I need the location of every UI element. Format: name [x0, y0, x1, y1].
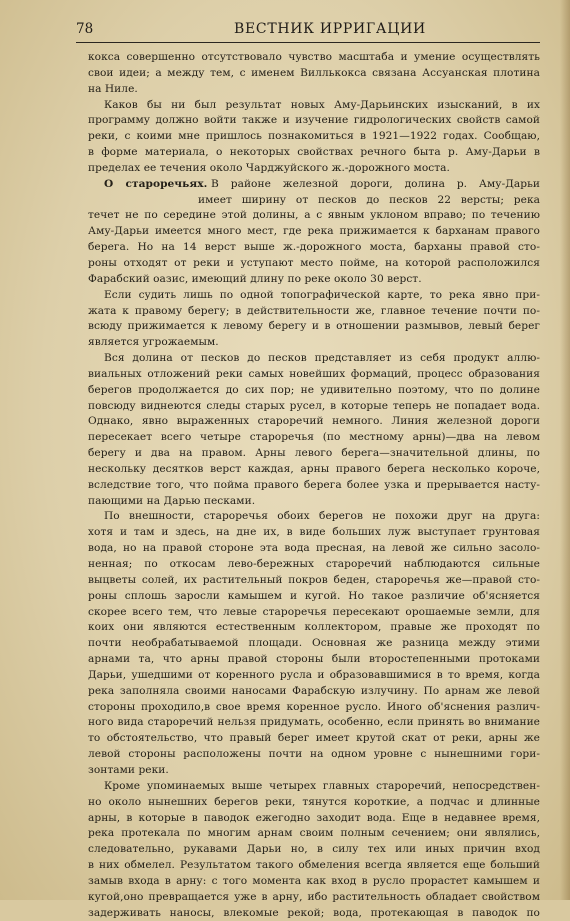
text-line: Если судить лишь по одной топографической карте, то река явно при- — [104, 288, 540, 301]
text-line: следовательно, рукавами Дарьи но, в силу тех или иных причин вход — [88, 843, 540, 856]
text-line: Вся долина от песков до песков представляет из себя продукт аллю- — [104, 352, 540, 365]
text-line: свои идеи; а между тем, с именем Виллькокса связана Ассуанская плотина — [88, 66, 540, 79]
text-line: виальных отложений реки самых новейших формаций, процесс образования — [88, 367, 540, 380]
page-number: 78 — [76, 21, 94, 37]
text-line: является угрожаемым. — [88, 336, 219, 349]
running-title: ВЕСТНИК ИРРИГАЦИИ — [234, 21, 426, 37]
text-line: пающими на Дарью песками. — [88, 494, 256, 507]
text-line: хотя и там и здесь, на дне их, в виде больших луж выступает грунтовая — [88, 526, 540, 539]
text-line: пределах ее течения около Чарджуйского ж.-дорожного моста. — [88, 161, 450, 174]
text-line: коих они являются естественным коллектором, правые же проходят по — [88, 621, 540, 634]
text-line: но около нынешних берегов реки, тянутся короткие, а подчас и длинные — [88, 795, 540, 808]
text-line: жата к правому берегу; в действительности же, главное течение почти по- — [88, 304, 540, 317]
text-line: левой стороны расположены почти на одном уровне с нынешними гори- — [88, 748, 540, 761]
text-line: то обстоятельство, что правый берег имеет крутой скат от реки, арны же — [88, 732, 540, 745]
text-line: берегов продолжается до сих пор; не удивительно поэтому, что по долине — [88, 383, 540, 396]
text-line: в форме материала, о некоторых свойствах речного быта р. Аму-Дарьи в — [88, 146, 540, 159]
page-header — [76, 20, 540, 43]
text-line: берегу и два на правом. Арны левого берега—значительной длины, по — [88, 447, 540, 460]
text-line: вследствие того, что пойма правого берега более узка и прерывается насту- — [88, 478, 540, 491]
text-line: замыв входа в арну: с того момента как вход в русло прорастет камышем и — [88, 874, 540, 887]
text-line: По внешности, староречья обоих берегов не похожи друг на друга: — [104, 510, 540, 523]
text-line: стороны проходило,в свое время коренное русло. Иного об'яснения различ- — [88, 700, 540, 713]
text-line: в них обмелел. Результатом такого обмеления всегда является еще больший — [88, 859, 540, 872]
text-line: реки, с коими мне пришлось познакомиться в 1921—1922 годах. Сообщаю, — [88, 130, 540, 143]
text-line: Дарьи, ушедшими от коренного русла и образовавшимися в то время, когда — [88, 668, 540, 681]
article-body — [88, 50, 540, 921]
text-line: река заполняла своими наносами Фарабскую излучину. По арнам же левой — [88, 684, 540, 697]
text-line: арнами та, что арны правой стороны были второстепенными протоками — [88, 653, 540, 666]
text-line: Кроме упоминаемых выше четырех главных староречий, непосредствен- — [104, 779, 540, 792]
text-line: ного вида староречий нельзя придумать, особенно, если принять во внимание — [88, 716, 540, 729]
text-line: Фарабский оазис, имеющий длину по реке около 30 верст. — [88, 272, 422, 285]
text-line: Однако, явно выраженных староречий немного. Линия железной дороги — [88, 415, 540, 428]
text-line: программу должно войти также и изучение гидрологических свойств самой — [88, 114, 540, 127]
text-line: зонтами реки. — [88, 763, 169, 776]
text-line: ненная; по откосам лево-бережных староречий наблюдаются сильные — [88, 558, 540, 570]
text-line: арны, в которые в паводок ежегодно заходит вода. Еще в недавнее время, — [88, 811, 540, 824]
text-line: скорее всего тем, что левые староречья пересекают орошаемые земли, для — [88, 605, 540, 618]
text-line: течет не по середине этой долины, а с явным уклоном вправо; по течению — [88, 209, 540, 222]
text-line: Каков бы ни был результат новых Аму-Дарьинских изысканий, в их — [104, 98, 540, 111]
text-line: кокса совершенно отсутствовало чувство масштаба и умение осуществлять — [88, 51, 540, 63]
text-line: на Ниле. — [88, 82, 138, 95]
text-line: нескольку десятков верст каждая, арны правого берега несколько короче, — [88, 462, 540, 475]
section-heading: О староречьях. — [104, 177, 208, 190]
text-line: роны сплошь заросли камышем и кугой. Но такое различие об'ясняется — [88, 589, 540, 602]
text-line: О староречьях. В районе железной дороги, долина р. Аму-Дарьи — [104, 177, 540, 190]
text-line: почти необрабатываемой площади. Основная же разница между этими — [88, 637, 540, 650]
text-line: берега. Но на 14 верст выше ж.-дорожного моста, барханы правой сто- — [88, 241, 540, 254]
text-line: Аму-Дарьи имеется много мест, где река прижимается к барханам правого — [88, 225, 540, 238]
text-line: пересекает всего четыре староречья (по местному арны)—два на левом — [88, 431, 540, 444]
text-line: роны отходят от реки и уступают место пойме, на которой расположился — [88, 256, 540, 269]
text-line: река протекала по многим арнам своим полным сечением; они являлись, — [88, 827, 540, 840]
text-line: имеет ширину от песков до песков 22 версты; река — [198, 193, 540, 206]
text-line: кугой,оно превращается уже в арну, ибо растительность обладает свойством — [88, 890, 540, 903]
text-line: задерживать наносы, влекомые рекой; вода, протекающая в паводок по — [88, 906, 540, 919]
text-line: повсюду виднеются следы старых русел, в которые теперь не попадает вода. — [88, 399, 540, 412]
text-line: выцветы солей, их растительный покров беден, староречья же—правой сто- — [88, 573, 540, 586]
text-line: всюду прижимается к левому берегу и в отношении размывов, левый берег — [88, 320, 540, 333]
text-line: вода, но на правой стороне эта вода пресная, на левой же сильно засоло- — [88, 542, 540, 555]
